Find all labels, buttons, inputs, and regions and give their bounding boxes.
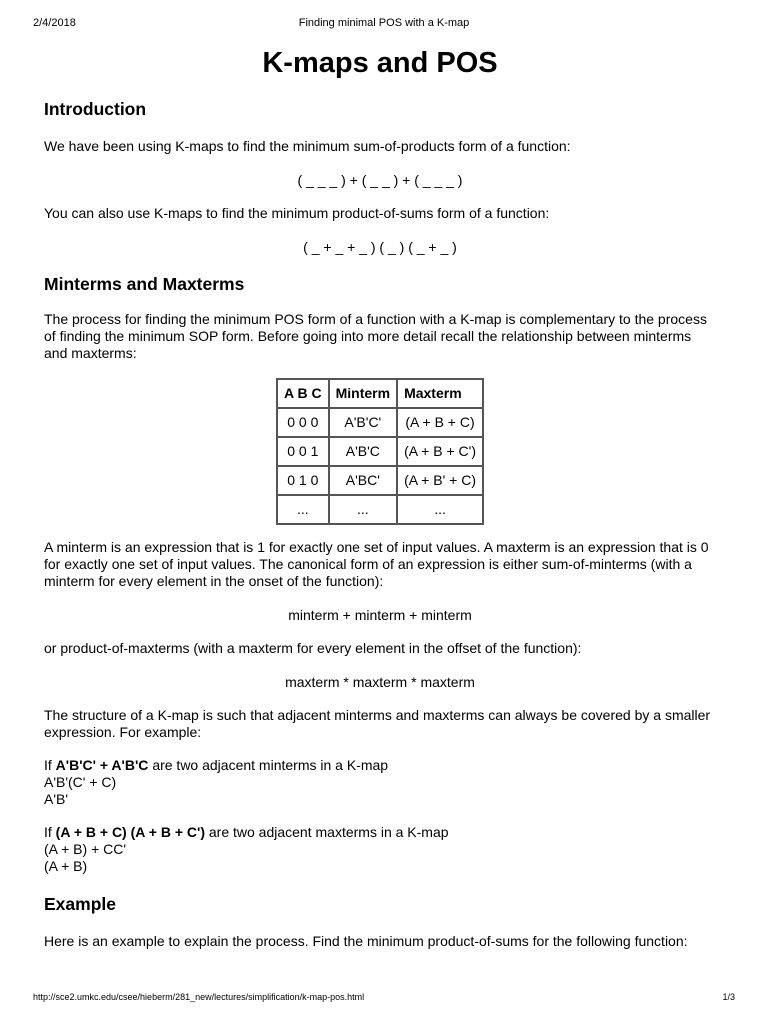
heading-minterms-maxterms: Minterms and Maxterms <box>44 274 245 294</box>
intro-paragraph-2: You can also use K-maps to find the minimum product-of-sums form of a function: <box>44 205 550 221</box>
table-cell: (A + B' + C) <box>397 466 483 495</box>
print-header <box>33 17 735 33</box>
table-row <box>277 466 483 495</box>
sop-template-formula: ( _ _ _ ) + ( _ _ ) + ( _ _ _ ) <box>297 172 463 188</box>
example-paragraph-1: Here is an example to explain the process. Find the minimum product-of-sums for the following function: <box>44 933 688 949</box>
page-number: 1/3 <box>722 992 735 1002</box>
example-suffix: are two adjacent minterms in a K-map <box>152 757 389 773</box>
product-of-maxterms-formula: maxterm * maxterm * maxterm <box>285 674 475 690</box>
intro-paragraph-1: We have been using K-maps to find the minimum sum-of-products form of a function: <box>44 138 571 154</box>
table-row <box>277 408 483 437</box>
pos-template-formula: ( _ + _ + _ ) ( _ ) ( _ + _ ) <box>303 239 457 255</box>
print-page-title: Finding minimal POS with a K-map <box>298 17 470 29</box>
table-cell: ... <box>329 495 397 524</box>
table-header-cell: Minterm <box>329 379 397 408</box>
table-cell: ... <box>277 495 329 524</box>
source-url: http://sce2.umkc.edu/csee/hieberm/281_new/lectures/simplification/k-map-pos.html <box>33 992 365 1002</box>
example-minterms: A'B'C' + A'B'C <box>55 757 149 773</box>
table-cell: 0 1 0 <box>277 466 329 495</box>
minterm-maxterm-table <box>276 378 484 525</box>
table-header-cell: A B C <box>277 379 329 408</box>
table-cell: A'B'C <box>329 437 397 466</box>
minterm-example-line-2: A'B'(C' + C) <box>44 774 117 790</box>
table-cell: 0 0 0 <box>277 408 329 437</box>
minterms-paragraph-3: or product-of-maxterms (with a maxterm for every element in the offset of the function): <box>44 640 582 656</box>
minterms-paragraph-1: The process for finding the minimum POS form of a function with a K-map is complementary to the process of finding the minimum SOP form. Before going into more detail recall the relationship between minterms and maxterms: <box>44 311 707 361</box>
heading-example: Example <box>44 894 116 914</box>
example-prefix: If <box>44 757 52 773</box>
maxterm-example-line-1 <box>44 824 716 841</box>
minterm-example-line-3: A'B' <box>44 791 69 807</box>
maxterm-example-line-2: (A + B) + CC' <box>44 841 127 857</box>
table-header-cell: Maxterm <box>397 379 483 408</box>
maxterm-example-line-3: (A + B) <box>44 858 88 874</box>
example-maxterms: (A + B + C) (A + B + C') <box>55 824 205 840</box>
table-cell: A'B'C' <box>329 408 397 437</box>
page-title: K-maps and POS <box>262 47 498 79</box>
example-suffix: are two adjacent maxterms in a K-map <box>208 824 449 840</box>
table-cell: A'BC' <box>329 466 397 495</box>
minterms-paragraph-4: The structure of a K-map is such that adjacent minterms and maxterms can always be covered by a smaller expression. For example: <box>44 707 711 740</box>
heading-introduction: Introduction <box>44 99 147 119</box>
table-cell: (A + B + C) <box>397 408 483 437</box>
table-row <box>277 437 483 466</box>
table-cell: ... <box>397 495 483 524</box>
sum-of-minterms-formula: minterm + minterm + minterm <box>288 607 472 623</box>
print-footer <box>33 992 735 1008</box>
example-prefix: If <box>44 824 52 840</box>
minterms-paragraph-2: A minterm is an expression that is 1 for exactly one set of input values. A maxterm is an expression that is 0 for exactly one set of input values. The canonical form of an expression is either sum-of-minterms (with a minterm for every element in the onset of the function): <box>44 539 709 589</box>
table-row <box>277 495 483 524</box>
minterm-example-line-1 <box>44 757 716 774</box>
document-body <box>44 40 716 950</box>
table-cell: 0 0 1 <box>277 437 329 466</box>
table-header-row <box>277 379 483 408</box>
print-date: 2/4/2018 <box>33 17 76 29</box>
table-cell: (A + B + C') <box>397 437 483 466</box>
minterm-maxterm-table-wrap <box>44 378 716 525</box>
